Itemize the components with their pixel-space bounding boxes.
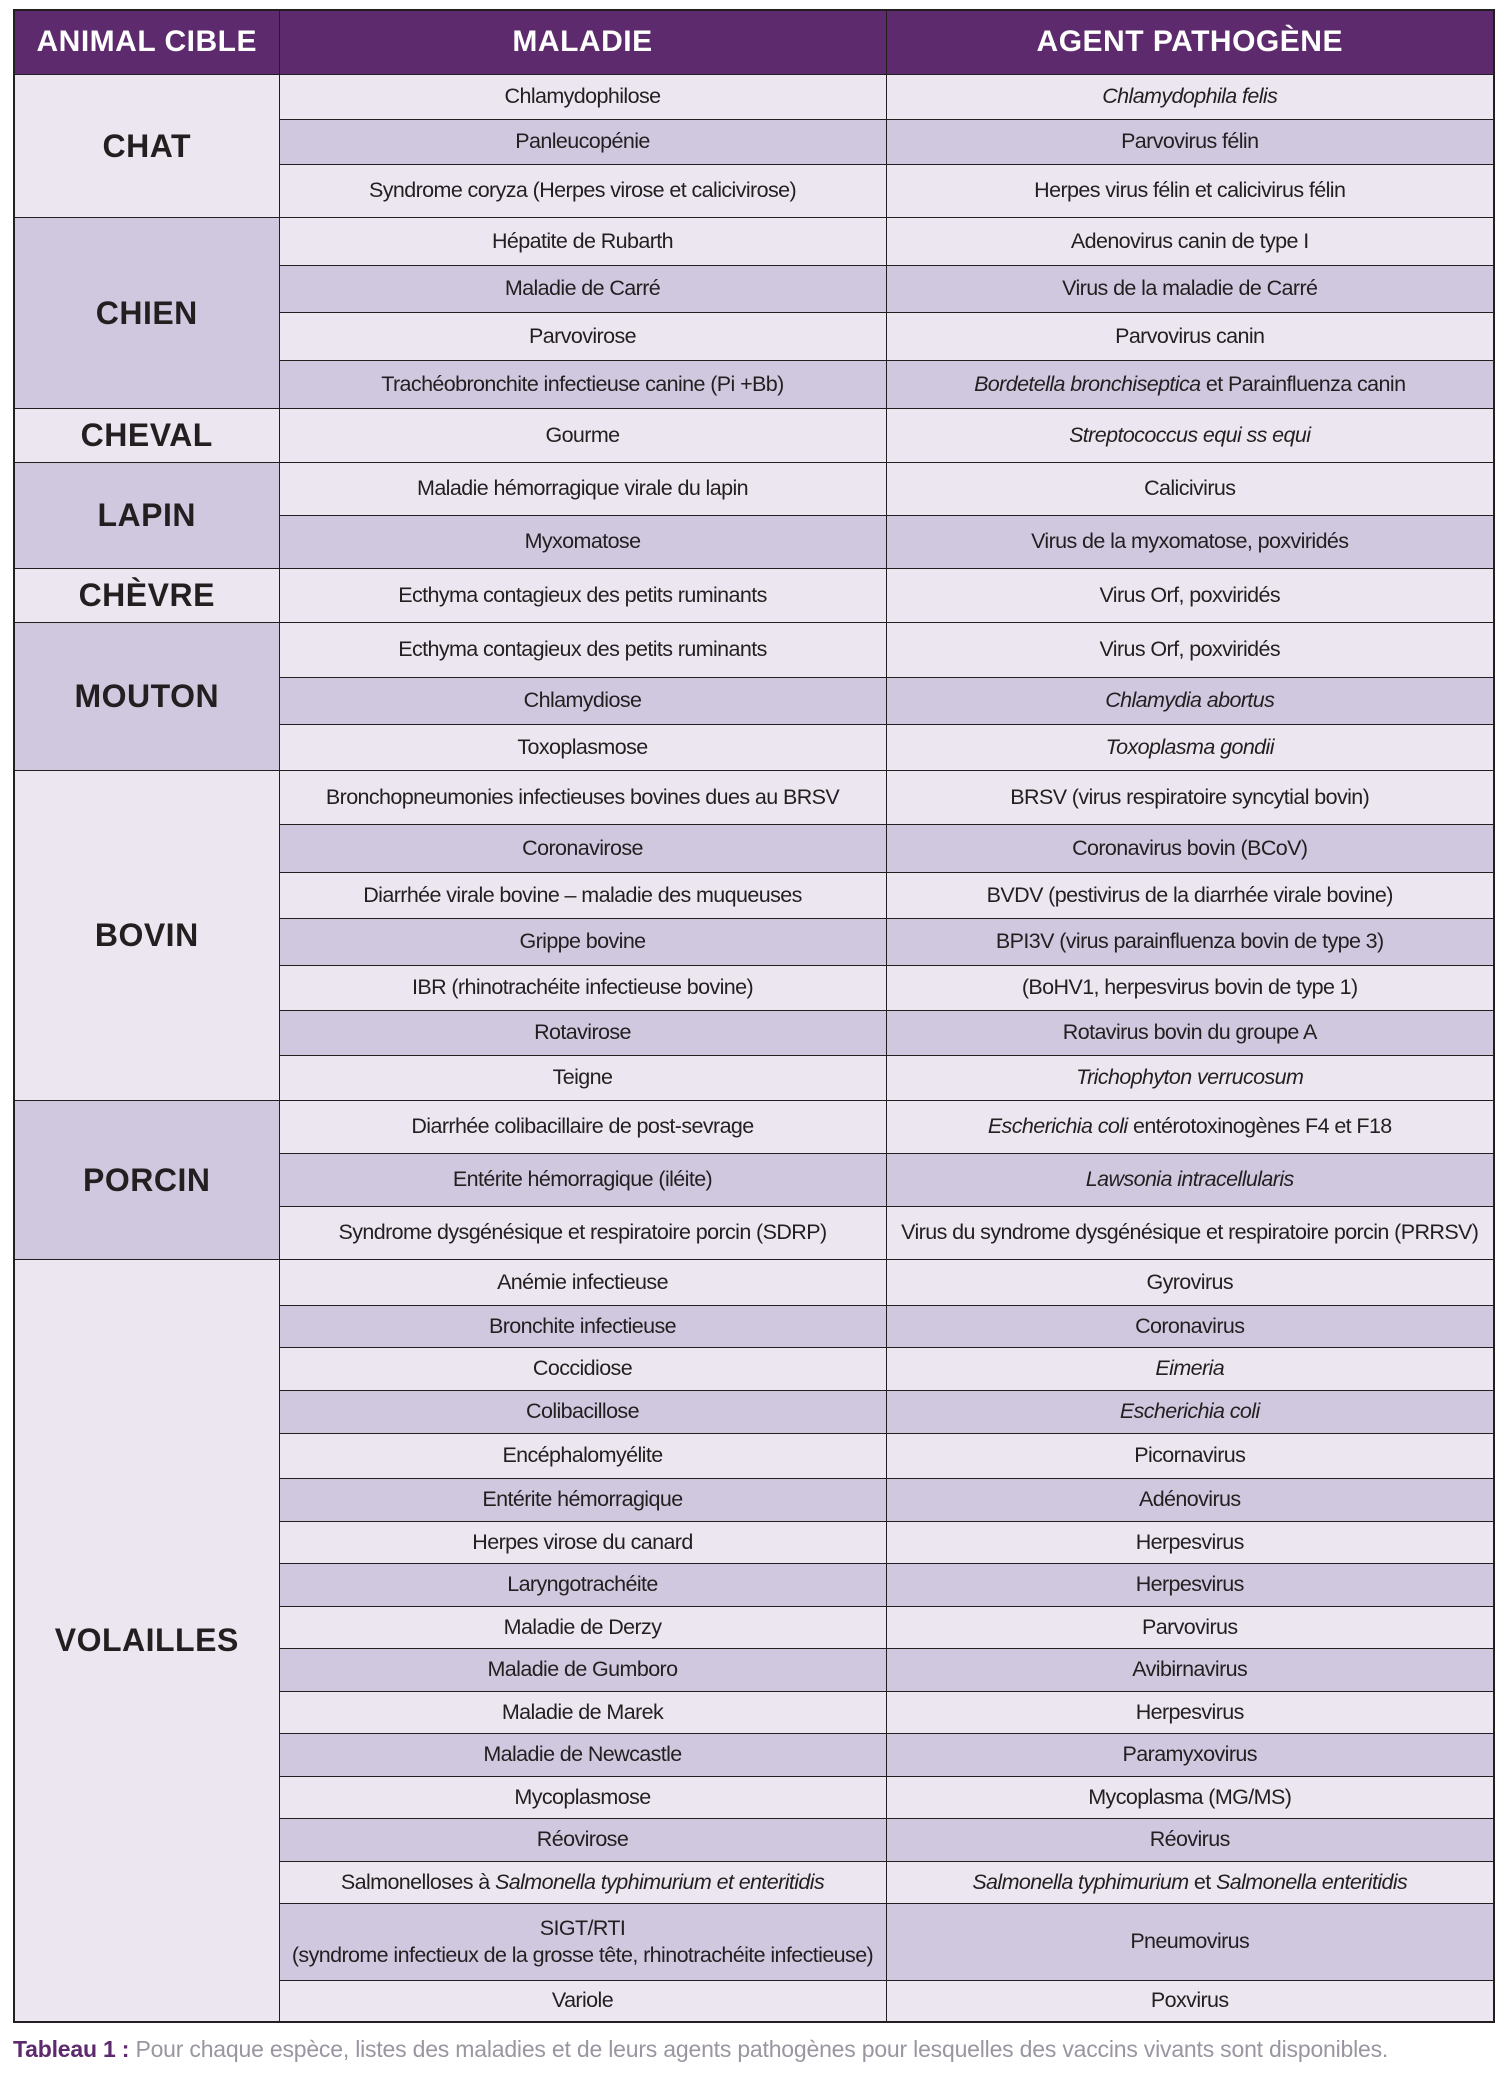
animal-cell: CHEVAL [14,408,279,462]
animal-cell: MOUTON [14,622,279,770]
header-animal-cible: ANIMAL CIBLE [14,10,279,74]
agent-cell [886,1305,1494,1347]
italic-text: Escherichia coli [987,1114,1128,1139]
header-maladie: MALADIE [279,10,886,74]
table-row [14,568,1494,622]
cell-text: Grippe bovine [519,929,646,954]
cell-text: Bronchopneumonies infectieuses bovines dues au BRSV [325,784,840,809]
cell-text: Parvovirose [529,323,636,348]
cell-text: Virus Orf, poxviridés [1099,582,1281,607]
cell-text: (BoHV1, herpesvirus bovin de type 1) [1021,975,1358,1000]
cell-text: Panleucopénie [515,129,650,154]
cell-text: Avibirnavirus [1132,1657,1248,1682]
cell-text: Teigne [552,1065,613,1090]
maladie-cell [279,1055,886,1100]
cell-text: Diarrhée virale bovine – maladie des muqueuses [363,882,802,907]
agent-cell [886,724,1494,770]
table-row [14,770,1494,824]
vaccine-table-container [13,9,1493,2023]
maladie-cell [279,1903,886,1980]
cell-text: Poxvirus [1150,1988,1229,2013]
maladie-cell [279,872,886,918]
agent-cell [886,408,1494,462]
cell-text: Diarrhée colibacillaire de post-sevrage [411,1114,754,1139]
cell-text: Maladie hémorragique virale du lapin [417,476,748,501]
cell-text: Hépatite de Rubarth [491,228,674,253]
italic-text: Chlamydia abortus [1105,688,1275,713]
maladie-cell [279,1818,886,1861]
cell-text: et [1188,1869,1217,1894]
agent-cell [886,1861,1494,1903]
maladie-cell [279,1305,886,1347]
maladie-cell [279,1347,886,1390]
maladie-cell [279,1010,886,1055]
agent-cell [886,1055,1494,1100]
agent-cell [886,1433,1494,1478]
animal-cell: LAPIN [14,462,279,568]
agent-cell [886,217,1494,265]
maladie-cell [279,1563,886,1606]
maladie-cell [279,824,886,872]
agent-cell [886,164,1494,217]
maladie-cell [279,1606,886,1648]
cell-text: BVDV (pestivirus de la diarrhée virale bovine) [986,882,1393,907]
cell-text: Picornavirus [1134,1443,1246,1468]
maladie-cell [279,1521,886,1563]
agent-cell [886,1100,1494,1153]
animal-cell: CHÈVRE [14,568,279,622]
cell-text: Herpesvirus [1135,1572,1244,1597]
maladie-cell [279,1153,886,1206]
maladie-cell [279,1648,886,1691]
agent-cell [886,1691,1494,1733]
cell-text: Maladie de Marek [501,1699,664,1724]
table-row [14,1100,1494,1153]
cell-text: Coccidiose [532,1356,633,1381]
cell-text: Coronavirus [1135,1313,1245,1338]
maladie-cell [279,217,886,265]
cell-text: Virus Orf, poxviridés [1099,637,1281,662]
cell-text: IBR (rhinotrachéite infectieuse bovine) [411,975,754,1000]
agent-cell [886,1259,1494,1305]
cell-text: Encéphalomyélite [502,1443,663,1468]
maladie-cell [279,1390,886,1433]
cell-text: Herpesvirus [1135,1699,1244,1724]
maladie-cell [279,568,886,622]
cell-text: Maladie de Carré [504,276,661,301]
cell-text: Virus du syndrome dysgénésique et respiratoire porcin (PRRSV) [901,1220,1479,1245]
agent-cell [886,1563,1494,1606]
cell-text: Virus de la myxomatose, poxviridés [1031,529,1349,554]
animal-cell: CHIEN [14,217,279,408]
agent-cell [886,1776,1494,1818]
maladie-cell [279,724,886,770]
agent-cell [886,1153,1494,1206]
maladie-cell [279,1478,886,1521]
agent-cell [886,265,1494,312]
cell-text: Variole [551,1988,614,2013]
table-row [14,462,1494,515]
cell-text: Herpes virose du canard [472,1529,693,1554]
italic-text: Salmonella typhimurium et enteritidis [495,1869,825,1894]
maladie-cell [279,462,886,515]
cell-text: Adenovirus canin de type I [1070,228,1309,253]
maladie-cell [279,965,886,1010]
cell-text: Gyrovirus [1146,1269,1234,1294]
cell-text: Gourme [545,422,620,447]
cell-text: Mycoplasma (MG/MS) [1088,1784,1292,1809]
italic-text: Salmonella enteritidis [1216,1869,1408,1894]
maladie-cell [279,622,886,677]
cell-text: Bronchite infectieuse [489,1313,676,1338]
cell-text: Syndrome coryza (Herpes virose et calicivirose) [368,178,797,203]
agent-cell [886,1521,1494,1563]
cell-text: Réovirus [1149,1827,1230,1852]
cell-text: Parvovirus canin [1115,323,1265,348]
agent-cell [886,1010,1494,1055]
agent-cell [886,1606,1494,1648]
cell-text: Rotavirus bovin du groupe A [1062,1020,1317,1045]
cell-text: Mycoplasmose [514,1784,651,1809]
header-row [14,10,1494,74]
cell-text: Herpesvirus [1135,1529,1244,1554]
cell-text: Coronavirus bovin (BCoV) [1072,835,1308,860]
agent-cell [886,824,1494,872]
animal-cell: CHAT [14,74,279,217]
cell-text: Chlamydiose [523,688,642,713]
maladie-cell [279,164,886,217]
cell-text: (syndrome infectieux de la grosse tête, rhinotrachéite infectieuse) [291,1942,874,1967]
italic-text: Streptococcus equi ss equi [1069,422,1311,447]
cell-text: Paramyxovirus [1122,1742,1257,1767]
cell-text: Syndrome dysgénésique et respiratoire porcin (SDRP) [338,1220,827,1245]
italic-text: Eimeria [1155,1356,1225,1381]
agent-cell [886,1818,1494,1861]
cell-text: Virus de la maladie de Carré [1062,276,1318,301]
cell-text: Parvovirus [1141,1614,1238,1639]
cell-text: Herpes virus félin et calicivirus félin [1034,178,1346,203]
cell-text: Ecthyma contagieux des petits ruminants [398,582,767,607]
maladie-cell [279,74,886,119]
cell-text: Entérite hémorragique [482,1487,683,1512]
maladie-cell [279,119,886,164]
agent-cell [886,872,1494,918]
cell-text: Maladie de Newcastle [483,1742,682,1767]
agent-cell [886,568,1494,622]
agent-cell [886,1390,1494,1433]
animal-cell: VOLAILLES [14,1259,279,2022]
italic-text: Toxoplasma gondii [1105,734,1274,759]
table-row [14,1259,1494,1305]
table-header [14,10,1494,74]
table-row [14,74,1494,119]
maladie-cell [279,677,886,724]
cell-text: Ecthyma contagieux des petits ruminants [398,637,767,662]
italic-text: Bordetella bronchiseptica [974,371,1201,396]
cell-text: Trachéobronchite infectieuse canine (Pi +Bb) [381,371,784,396]
cell-text: Réovirose [536,1827,629,1852]
agent-cell [886,462,1494,515]
maladie-cell [279,1259,886,1305]
agent-cell [886,1903,1494,1980]
cell-text: SIGT/RTI [539,1915,626,1940]
cell-text: Laryngotrachéite [507,1572,658,1597]
agent-cell [886,1980,1494,2022]
cell-text: Entérite hémorragique (iléite) [452,1167,713,1192]
maladie-cell [279,918,886,965]
maladie-cell [279,515,886,568]
table-row [14,217,1494,265]
maladie-cell [279,312,886,360]
maladie-cell [279,1861,886,1903]
table-body [14,74,1494,2022]
agent-cell [886,1733,1494,1776]
maladie-cell [279,265,886,312]
agent-cell [886,1478,1494,1521]
caption-text: Pour chaque espèce, listes des maladies et de leurs agents pathogènes pour lesquelles des vaccins vivants sont disponibles. [129,2036,1389,2062]
agent-cell [886,622,1494,677]
italic-text: Lawsonia intracellularis [1085,1167,1294,1192]
italic-text: Salmonella typhimurium [972,1869,1189,1894]
maladie-cell [279,1206,886,1259]
cell-text: et Parainfluenza canin [1200,371,1406,396]
cell-text: Toxoplasmose [517,734,648,759]
agent-cell [886,965,1494,1010]
agent-cell [886,1206,1494,1259]
cell-text: Calicivirus [1144,476,1236,501]
agent-cell [886,360,1494,408]
animal-cell: PORCIN [14,1100,279,1259]
cell-text: Parvovirus félin [1121,129,1259,154]
cell-text: Maladie de Gumboro [487,1657,678,1682]
maladie-cell [279,1776,886,1818]
maladie-cell [279,1100,886,1153]
agent-cell [886,515,1494,568]
maladie-cell [279,1691,886,1733]
maladie-cell [279,408,886,462]
agent-cell [886,74,1494,119]
maladie-cell [279,360,886,408]
cell-text: Coronavirose [522,835,643,860]
cell-text: Anémie infectieuse [497,1269,668,1294]
caption-label: Tableau 1 : [13,2036,130,2062]
vaccine-table [13,9,1495,2023]
agent-cell [886,1648,1494,1691]
cell-text: BRSV (virus respiratoire syncytial bovin) [1010,784,1370,809]
maladie-cell [279,1433,886,1478]
cell-text: BPI3V (virus parainfluenza bovin de type 3) [995,929,1384,954]
agent-cell [886,119,1494,164]
agent-cell [886,677,1494,724]
italic-text: Chlamydophila felis [1102,84,1278,109]
cell-text: entérotoxinogènes F4 et F18 [1127,1114,1392,1139]
maladie-cell [279,1733,886,1776]
cell-text: Salmonelloses à [340,1869,495,1894]
header-agent-pathogene: AGENT PATHOGÈNE [886,10,1494,74]
cell-text: Chlamydophilose [504,84,661,109]
maladie-cell [279,1980,886,2022]
maladie-cell [279,770,886,824]
table-caption [13,2036,1388,2063]
cell-text: Maladie de Derzy [503,1614,662,1639]
cell-text: Myxomatose [524,529,641,554]
cell-text: Rotavirose [534,1020,631,1045]
cell-text: Adénovirus [1138,1487,1241,1512]
table-row [14,408,1494,462]
agent-cell [886,770,1494,824]
cell-text: Colibacillose [526,1399,639,1424]
cell-text: Pneumovirus [1130,1929,1250,1954]
italic-text: Escherichia coli [1119,1399,1260,1424]
agent-cell [886,312,1494,360]
italic-text: Trichophyton verrucosum [1076,1065,1304,1090]
agent-cell [886,1347,1494,1390]
table-row [14,622,1494,677]
agent-cell [886,918,1494,965]
animal-cell: BOVIN [14,770,279,1100]
